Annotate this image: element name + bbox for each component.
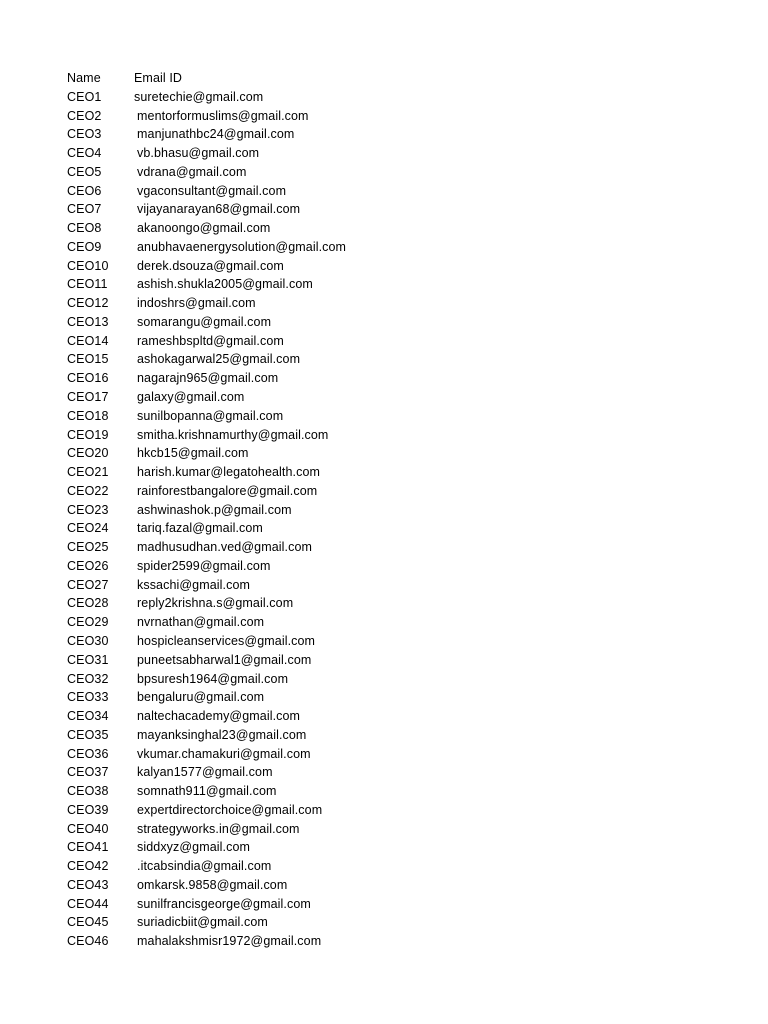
row-email-cell: hospicleanservices@gmail.com (137, 633, 316, 648)
row-name-cell: CEO27 (67, 577, 109, 592)
row-email-cell: bengaluru@gmail.com (137, 690, 265, 705)
row-name-cell: CEO44 (67, 896, 109, 911)
row-name-cell: CEO36 (67, 746, 109, 761)
row-email-cell: manjunathbc24@gmail.com (137, 127, 295, 142)
table-row (67, 88, 346, 107)
row-name-cell: CEO15 (67, 352, 109, 367)
row-email-cell: sunilbopanna@gmail.com (137, 408, 284, 423)
row-name-cell: CEO26 (67, 558, 109, 573)
table-row (67, 895, 346, 914)
row-email-cell: mentorformuslims@gmail.com (137, 108, 309, 123)
row-name-cell: CEO9 (67, 239, 102, 254)
table-row (67, 125, 346, 144)
table-body (67, 88, 346, 951)
row-name-cell: CEO40 (67, 821, 109, 836)
row-email-cell: .itcabsindia@gmail.com (137, 859, 272, 874)
row-email-cell: rameshbspltd@gmail.com (137, 333, 284, 348)
row-email-cell: vb.bhasu@gmail.com (137, 146, 260, 161)
row-name-cell: CEO17 (67, 390, 109, 405)
row-email-cell: suriadicbiit@gmail.com (137, 915, 268, 930)
table-row (67, 632, 346, 651)
row-email-cell: tariq.fazal@gmail.com (137, 521, 263, 536)
table-row (67, 482, 346, 501)
table-row (67, 219, 346, 238)
row-name-cell: CEO20 (67, 446, 109, 461)
table-row (67, 407, 346, 426)
row-email-cell: omkarsk.9858@gmail.com (137, 877, 288, 892)
row-name-cell: CEO33 (67, 690, 109, 705)
row-email-cell: bpsuresh1964@gmail.com (137, 671, 289, 686)
row-email-cell: suretechie@gmail.com (134, 89, 264, 104)
table-row (67, 651, 346, 670)
row-name-cell: CEO16 (67, 371, 109, 386)
row-name-cell: CEO38 (67, 784, 109, 799)
row-email-cell: nagarajn965@gmail.com (137, 371, 279, 386)
table-row (67, 350, 346, 369)
row-name-cell: CEO39 (67, 802, 109, 817)
row-name-cell: CEO12 (67, 296, 109, 311)
row-name-cell: CEO2 (67, 108, 102, 123)
table-row (67, 594, 346, 613)
row-name-cell: CEO25 (67, 540, 109, 555)
table-row (67, 613, 346, 632)
row-email-cell: harish.kumar@legatohealth.com (137, 465, 321, 480)
row-email-cell: rainforestbangalore@gmail.com (137, 483, 318, 498)
row-name-cell: CEO6 (67, 183, 102, 198)
table-row (67, 763, 346, 782)
row-email-cell: vijayanarayan68@gmail.com (137, 202, 301, 217)
row-name-cell: CEO28 (67, 596, 109, 611)
table-row (67, 745, 346, 764)
table-row (67, 182, 346, 201)
row-name-cell: CEO10 (67, 258, 109, 273)
row-name-cell: CEO13 (67, 314, 109, 329)
row-email-cell: somarangu@gmail.com (137, 314, 272, 329)
row-name-cell: CEO31 (67, 652, 109, 667)
row-email-cell: kssachi@gmail.com (137, 577, 251, 592)
row-email-cell: kalyan1577@gmail.com (137, 765, 273, 780)
row-email-cell: vdrana@gmail.com (137, 164, 247, 179)
table-row (67, 332, 346, 351)
row-name-cell: CEO4 (67, 146, 102, 161)
table-row (67, 463, 346, 482)
row-name-cell: CEO19 (67, 427, 109, 442)
table-row (67, 538, 346, 557)
row-name-cell: CEO21 (67, 465, 109, 480)
table-row (67, 688, 346, 707)
row-email-cell: mahalakshmisr1972@gmail.com (137, 934, 322, 949)
row-name-cell: CEO29 (67, 615, 109, 630)
row-name-cell: CEO45 (67, 915, 109, 930)
table-row (67, 388, 346, 407)
table-row (67, 238, 346, 257)
row-email-cell: derek.dsouza@gmail.com (137, 258, 284, 273)
table-row (67, 932, 346, 951)
row-email-cell: galaxy@gmail.com (137, 390, 245, 405)
row-email-cell: reply2krishna.s@gmail.com (137, 596, 294, 611)
row-email-cell: mayanksinghal23@gmail.com (137, 727, 307, 742)
table-row (67, 838, 346, 857)
column-header-email: Email ID (134, 71, 183, 85)
row-email-cell: spider2599@gmail.com (137, 558, 271, 573)
row-name-cell: CEO8 (67, 221, 102, 236)
table-row (67, 801, 346, 820)
row-name-cell: CEO11 (67, 277, 108, 292)
table-row (67, 857, 346, 876)
row-email-cell: siddxyz@gmail.com (137, 840, 251, 855)
row-email-cell: hkcb15@gmail.com (137, 446, 249, 461)
row-email-cell: smitha.krishnamurthy@gmail.com (137, 427, 329, 442)
table-row (67, 275, 346, 294)
row-name-cell: CEO43 (67, 877, 109, 892)
table-row (67, 501, 346, 520)
row-name-cell: CEO18 (67, 408, 109, 423)
row-email-cell: ashwinashok.p@gmail.com (137, 502, 292, 517)
row-name-cell: CEO42 (67, 859, 109, 874)
table-row (67, 200, 346, 219)
row-email-cell: ashish.shukla2005@gmail.com (137, 277, 313, 292)
table-row (67, 313, 346, 332)
row-name-cell: CEO14 (67, 333, 109, 348)
table-row (67, 444, 346, 463)
row-email-cell: naltechacademy@gmail.com (137, 709, 301, 724)
row-email-cell: sunilfrancisgeorge@gmail.com (137, 896, 311, 911)
table-row (67, 557, 346, 576)
table-header-row (67, 69, 346, 88)
row-name-cell: CEO35 (67, 727, 109, 742)
table-row (67, 782, 346, 801)
row-email-cell: anubhavaenergysolution@gmail.com (137, 239, 347, 254)
row-name-cell: CEO34 (67, 709, 109, 724)
row-name-cell: CEO7 (67, 202, 102, 217)
row-name-cell: CEO32 (67, 671, 109, 686)
row-name-cell: CEO23 (67, 502, 109, 517)
table-row (67, 519, 346, 538)
table-row (67, 576, 346, 595)
table-row (67, 163, 346, 182)
table-row (67, 670, 346, 689)
row-name-cell: CEO24 (67, 521, 109, 536)
column-header-name: Name (67, 71, 101, 85)
table-row (67, 107, 346, 126)
row-email-cell: vgaconsultant@gmail.com (137, 183, 287, 198)
row-name-cell: CEO41 (67, 840, 109, 855)
table-row (67, 144, 346, 163)
table-row (67, 707, 346, 726)
table-row (67, 820, 346, 839)
row-name-cell: CEO30 (67, 633, 109, 648)
table-row (67, 726, 346, 745)
row-name-cell: CEO37 (67, 765, 109, 780)
row-email-cell: vkumar.chamakuri@gmail.com (137, 746, 311, 761)
row-email-cell: indoshrs@gmail.com (137, 296, 256, 311)
table-row (67, 426, 346, 445)
row-name-cell: CEO5 (67, 164, 102, 179)
table-row (67, 294, 346, 313)
row-name-cell: CEO3 (67, 127, 102, 142)
row-email-cell: madhusudhan.ved@gmail.com (137, 540, 313, 555)
row-email-cell: nvrnathan@gmail.com (137, 615, 265, 630)
table-row (67, 257, 346, 276)
row-email-cell: expertdirectorchoice@gmail.com (137, 802, 323, 817)
row-name-cell: CEO1 (67, 89, 102, 104)
contact-table (67, 69, 346, 951)
table-row (67, 369, 346, 388)
row-email-cell: strategyworks.in@gmail.com (137, 821, 300, 836)
row-email-cell: somnath911@gmail.com (137, 784, 277, 799)
row-name-cell: CEO22 (67, 483, 109, 498)
row-email-cell: akanoongo@gmail.com (137, 221, 271, 236)
row-name-cell: CEO46 (67, 934, 109, 949)
table-row (67, 913, 346, 932)
row-email-cell: puneetsabharwal1@gmail.com (137, 652, 312, 667)
table-row (67, 876, 346, 895)
row-email-cell: ashokagarwal25@gmail.com (137, 352, 301, 367)
